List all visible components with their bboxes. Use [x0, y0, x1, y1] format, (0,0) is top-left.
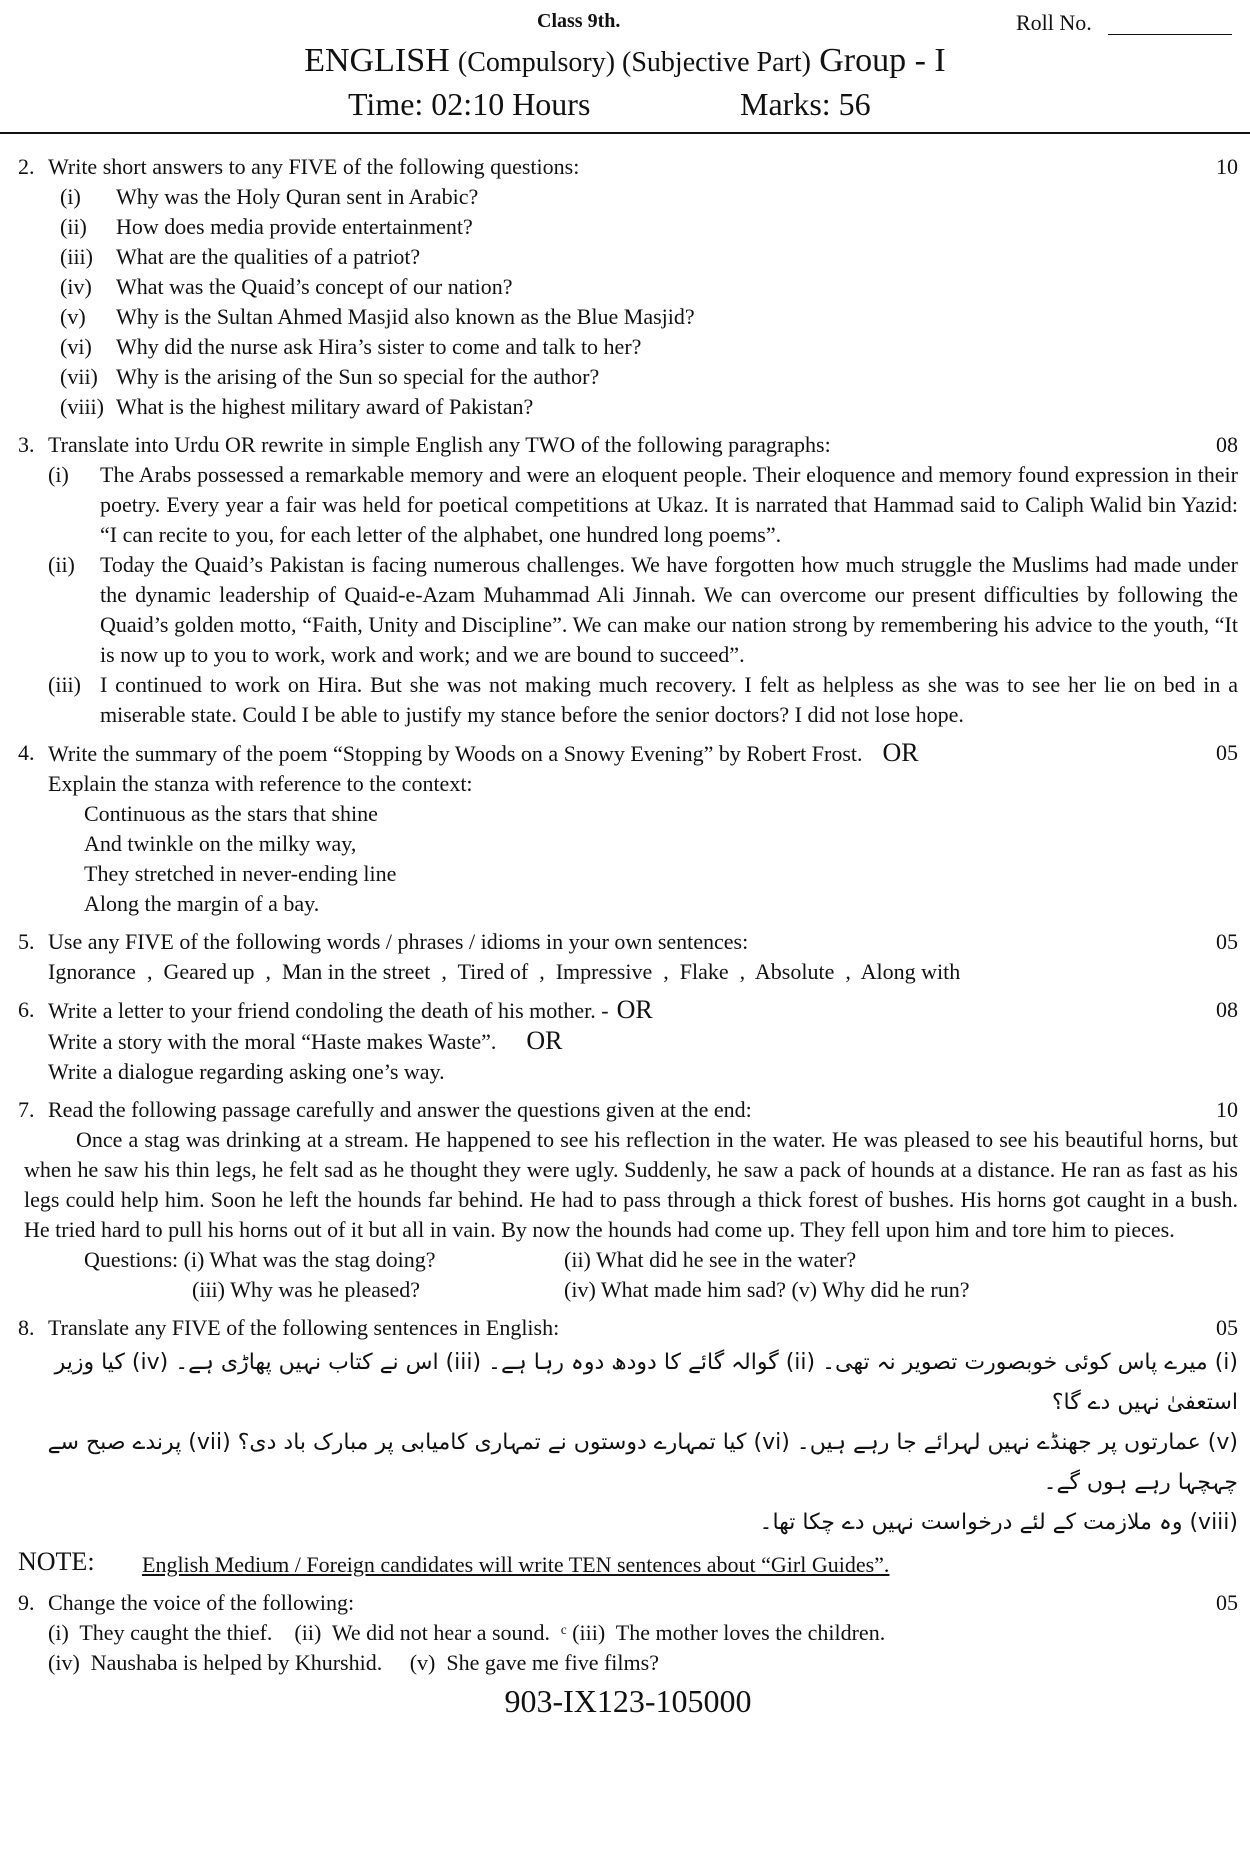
paragraph-text: Today the Quaid’s Pakistan is facing numerous challenges. We have forgotten how much struggle the Muslims had made under the dynamic leadership of Quaid-e-Azam Muhammad Ali Jinnah. We can overcome our present difficulties by following the Quaid’s golden motto, “Faith, Unity and Discipline”. We can make our nation strong by remembering his advice to the youth, “It is now up to you to work, work and work; and we are bound to succeed”.: [100, 552, 1238, 667]
header-divider: [0, 132, 1250, 134]
question-6: [18, 995, 1238, 1087]
comprehension-questions: [18, 1275, 1238, 1305]
or-label: OR: [616, 995, 653, 1024]
note-label: NOTE:: [18, 1547, 95, 1576]
question-text: Translate any FIVE of the following sentences in English:: [48, 1315, 560, 1340]
paragraph-text: The Arabs possessed a remarkable memory and were an eloquent people. Their eloquence and memory found expression in their poetry. Every year a fair was held for poetical competitions at Ukaz. It is narrated that Hammad said to Caliph Walid bin Yazid: “I can recite to you, for each letter of the alphabet, one hundred long poems”.: [100, 462, 1238, 547]
item-number: (vii): [60, 364, 98, 389]
sub-question: [18, 362, 1238, 392]
item-number: (iv): [60, 274, 92, 299]
question-9: [18, 1588, 1238, 1678]
paper-title: [0, 42, 1250, 80]
question-number: 6.: [18, 997, 35, 1022]
poem-line: They stretched in never-ending line: [84, 861, 397, 886]
question-marks: 10: [1216, 1097, 1238, 1122]
question-number: 2.: [18, 154, 35, 179]
paragraph-text: I continued to work on Hira. But she was not making much recovery. I felt as helpless as she was to see her lie on bed in a miserable state. Could I be able to justify my stance before the senior doctors? I did not lose hope.: [100, 672, 1238, 727]
sub-question: [18, 302, 1238, 332]
urdu-sentences: (i) میرے پاس کوئی خوبصورت تصویر نہ تھی۔ (ii) گوالہ گائے کا دودھ دوہ رہا ہے۔ (iii) اس نے کتاب نہیں پھاڑی ہے۔ (iv) کیا وزیر استعفیٰ نہیں دے گا؟: [54, 1350, 1238, 1415]
question-number: 8.: [18, 1315, 35, 1340]
item-text: Why did the nurse ask Hira’s sister to come and talk to her?: [116, 334, 642, 359]
subject-name: ENGLISH: [304, 42, 450, 79]
item-number: (v): [60, 304, 86, 329]
question-marks: 05: [1216, 1315, 1238, 1340]
sub-question: [18, 182, 1238, 212]
comprehension-question: (iv) What made him sad? (v) Why did he run?: [564, 1277, 970, 1302]
question-number: 4.: [18, 740, 35, 765]
item-text: What are the qualities of a patriot?: [116, 244, 421, 269]
question-subtext: Write a story with the moral “Haste makes Waste”.: [48, 1029, 497, 1054]
question-2: [18, 152, 1238, 422]
item-number: (viii): [60, 394, 104, 419]
urdu-sentences: (viii) وہ ملازمت کے لئے درخواست نہیں دے چکا تھا۔: [759, 1510, 1238, 1535]
question-marks: 08: [1216, 432, 1238, 457]
urdu-sentences: (v) عمارتوں پر جھنڈے نہیں لہرائے جا رہے ہیں۔ (vi) کیا تمہارے دوستوں نے تمہاری کامیابی پر مبارک باد دی؟ (vii) پرندے صبح سے چہچہا رہے ہوں گے۔: [47, 1430, 1238, 1495]
note-text: English Medium / Foreign candidates will write TEN sentences about “Girl Guides”.: [142, 1552, 890, 1577]
item-text: Why is the Sultan Ahmed Masjid also known as the Blue Masjid?: [116, 304, 695, 329]
item-text: How does media provide entertainment?: [116, 214, 473, 239]
item-text: Why is the arising of the Sun so special for the author?: [116, 364, 600, 389]
item-number: (ii): [60, 214, 87, 239]
item-number: (iii): [60, 244, 93, 269]
group-label: Group - I: [819, 42, 946, 79]
question-5: [18, 927, 1238, 987]
item-number: (i): [60, 184, 81, 209]
or-label: OR: [882, 738, 919, 767]
item-text: Why was the Holy Quran sent in Arabic?: [116, 184, 479, 209]
question-marks: 05: [1216, 929, 1238, 954]
question-subtext: Explain the stanza with reference to the context:: [48, 771, 473, 796]
paragraph: [18, 550, 1238, 670]
question-3: [18, 430, 1238, 730]
sub-question: [18, 212, 1238, 242]
question-subtext: Write a dialogue regarding asking one’s way.: [48, 1059, 445, 1084]
question-number: 5.: [18, 929, 35, 954]
question-4: [18, 738, 1238, 919]
paragraph: [18, 670, 1238, 730]
marks-label: Marks: 56: [740, 86, 871, 122]
comprehension-question: (ii) What did he see in the water?: [564, 1247, 857, 1272]
sub-question: [18, 242, 1238, 272]
question-7: [18, 1095, 1238, 1305]
roll-number-label: Roll No.: [1016, 10, 1092, 35]
word-list: Ignorance , Geared up , Man in the street , Tired of , Impressive , Flake , Absolute , Along with: [48, 959, 961, 984]
sub-question: [18, 332, 1238, 362]
voice-items: (iv) Naushaba is helped by Khurshid. (v) She gave me five films?: [48, 1650, 659, 1675]
paragraph: [18, 460, 1238, 550]
poem-line: And twinkle on the milky way,: [84, 831, 357, 856]
roll-number-field[interactable]: [1108, 34, 1232, 35]
passage-text: Once a stag was drinking at a stream. He happened to see his reflection in the water. He was pleased to see his beautiful horns, but when he saw his thin legs, he felt sad as he thought they were ugly. Suddenly, he saw a pack of hounds at a distance. He ran as fast as his legs could help him. Soon he left the hounds far behind. He had to pass through a thick forest of bushes. His horns got caught in a bush. He tried hard to pull his horns out of it but all in vain. By now the hounds had come up. They fell upon him and tore him to pieces.: [24, 1127, 1238, 1242]
question-text: Write a letter to your friend condoling the death of his mother. -: [48, 998, 609, 1023]
item-text: What is the highest military award of Pakistan?: [116, 394, 534, 419]
question-marks: 05: [1216, 1590, 1238, 1615]
question-text: Use any FIVE of the following words / phrases / idioms in your own sentences:: [48, 929, 749, 954]
item-number: (ii): [48, 552, 75, 577]
question-marks: 10: [1216, 154, 1238, 179]
sub-question: [18, 272, 1238, 302]
note: [18, 1547, 1238, 1580]
or-label: OR: [526, 1026, 563, 1055]
poem-line: Continuous as the stars that shine: [84, 801, 378, 826]
comprehension-question: Questions: (i) What was the stag doing?: [84, 1247, 436, 1272]
voice-items: (i) They caught the thief. (ii) We did not hear a sound. ᶜ (iii) The mother loves the children.: [48, 1620, 886, 1645]
question-marks: 08: [1216, 997, 1238, 1022]
question-8: [18, 1313, 1238, 1543]
question-number: 7.: [18, 1097, 35, 1122]
poem-line: Along the margin of a bay.: [84, 891, 320, 916]
class-label: Class 9th.: [537, 10, 621, 32]
sub-question: [18, 392, 1238, 422]
paper-code: 903-IX123-105000: [504, 1683, 752, 1719]
comprehension-questions: [18, 1245, 1238, 1275]
time-marks-row: [0, 86, 1250, 126]
question-text: Change the voice of the following:: [48, 1590, 355, 1615]
question-number: 3.: [18, 432, 35, 457]
item-number: (iii): [48, 672, 81, 697]
item-number: (vi): [60, 334, 92, 359]
subject-parts: (Compulsory) (Subjective Part): [457, 47, 811, 78]
time-label: Time: 02:10 Hours: [348, 86, 591, 122]
item-text: What was the Quaid’s concept of our nation?: [116, 274, 513, 299]
question-text: Read the following passage carefully and answer the questions given at the end:: [48, 1097, 752, 1122]
question-number: 9.: [18, 1590, 35, 1615]
question-text: Write the summary of the poem “Stopping by Woods on a Snowy Evening” by Robert Frost.: [48, 741, 863, 766]
questions: [18, 152, 1238, 1719]
question-text: Write short answers to any FIVE of the following questions:: [48, 154, 580, 179]
item-number: (i): [48, 462, 69, 487]
question-text: Translate into Urdu OR rewrite in simple English any TWO of the following paragraphs:: [48, 432, 831, 457]
header-top: [0, 10, 1250, 46]
question-marks: 05: [1216, 740, 1238, 765]
comprehension-question: (iii) Why was he pleased?: [192, 1277, 421, 1302]
